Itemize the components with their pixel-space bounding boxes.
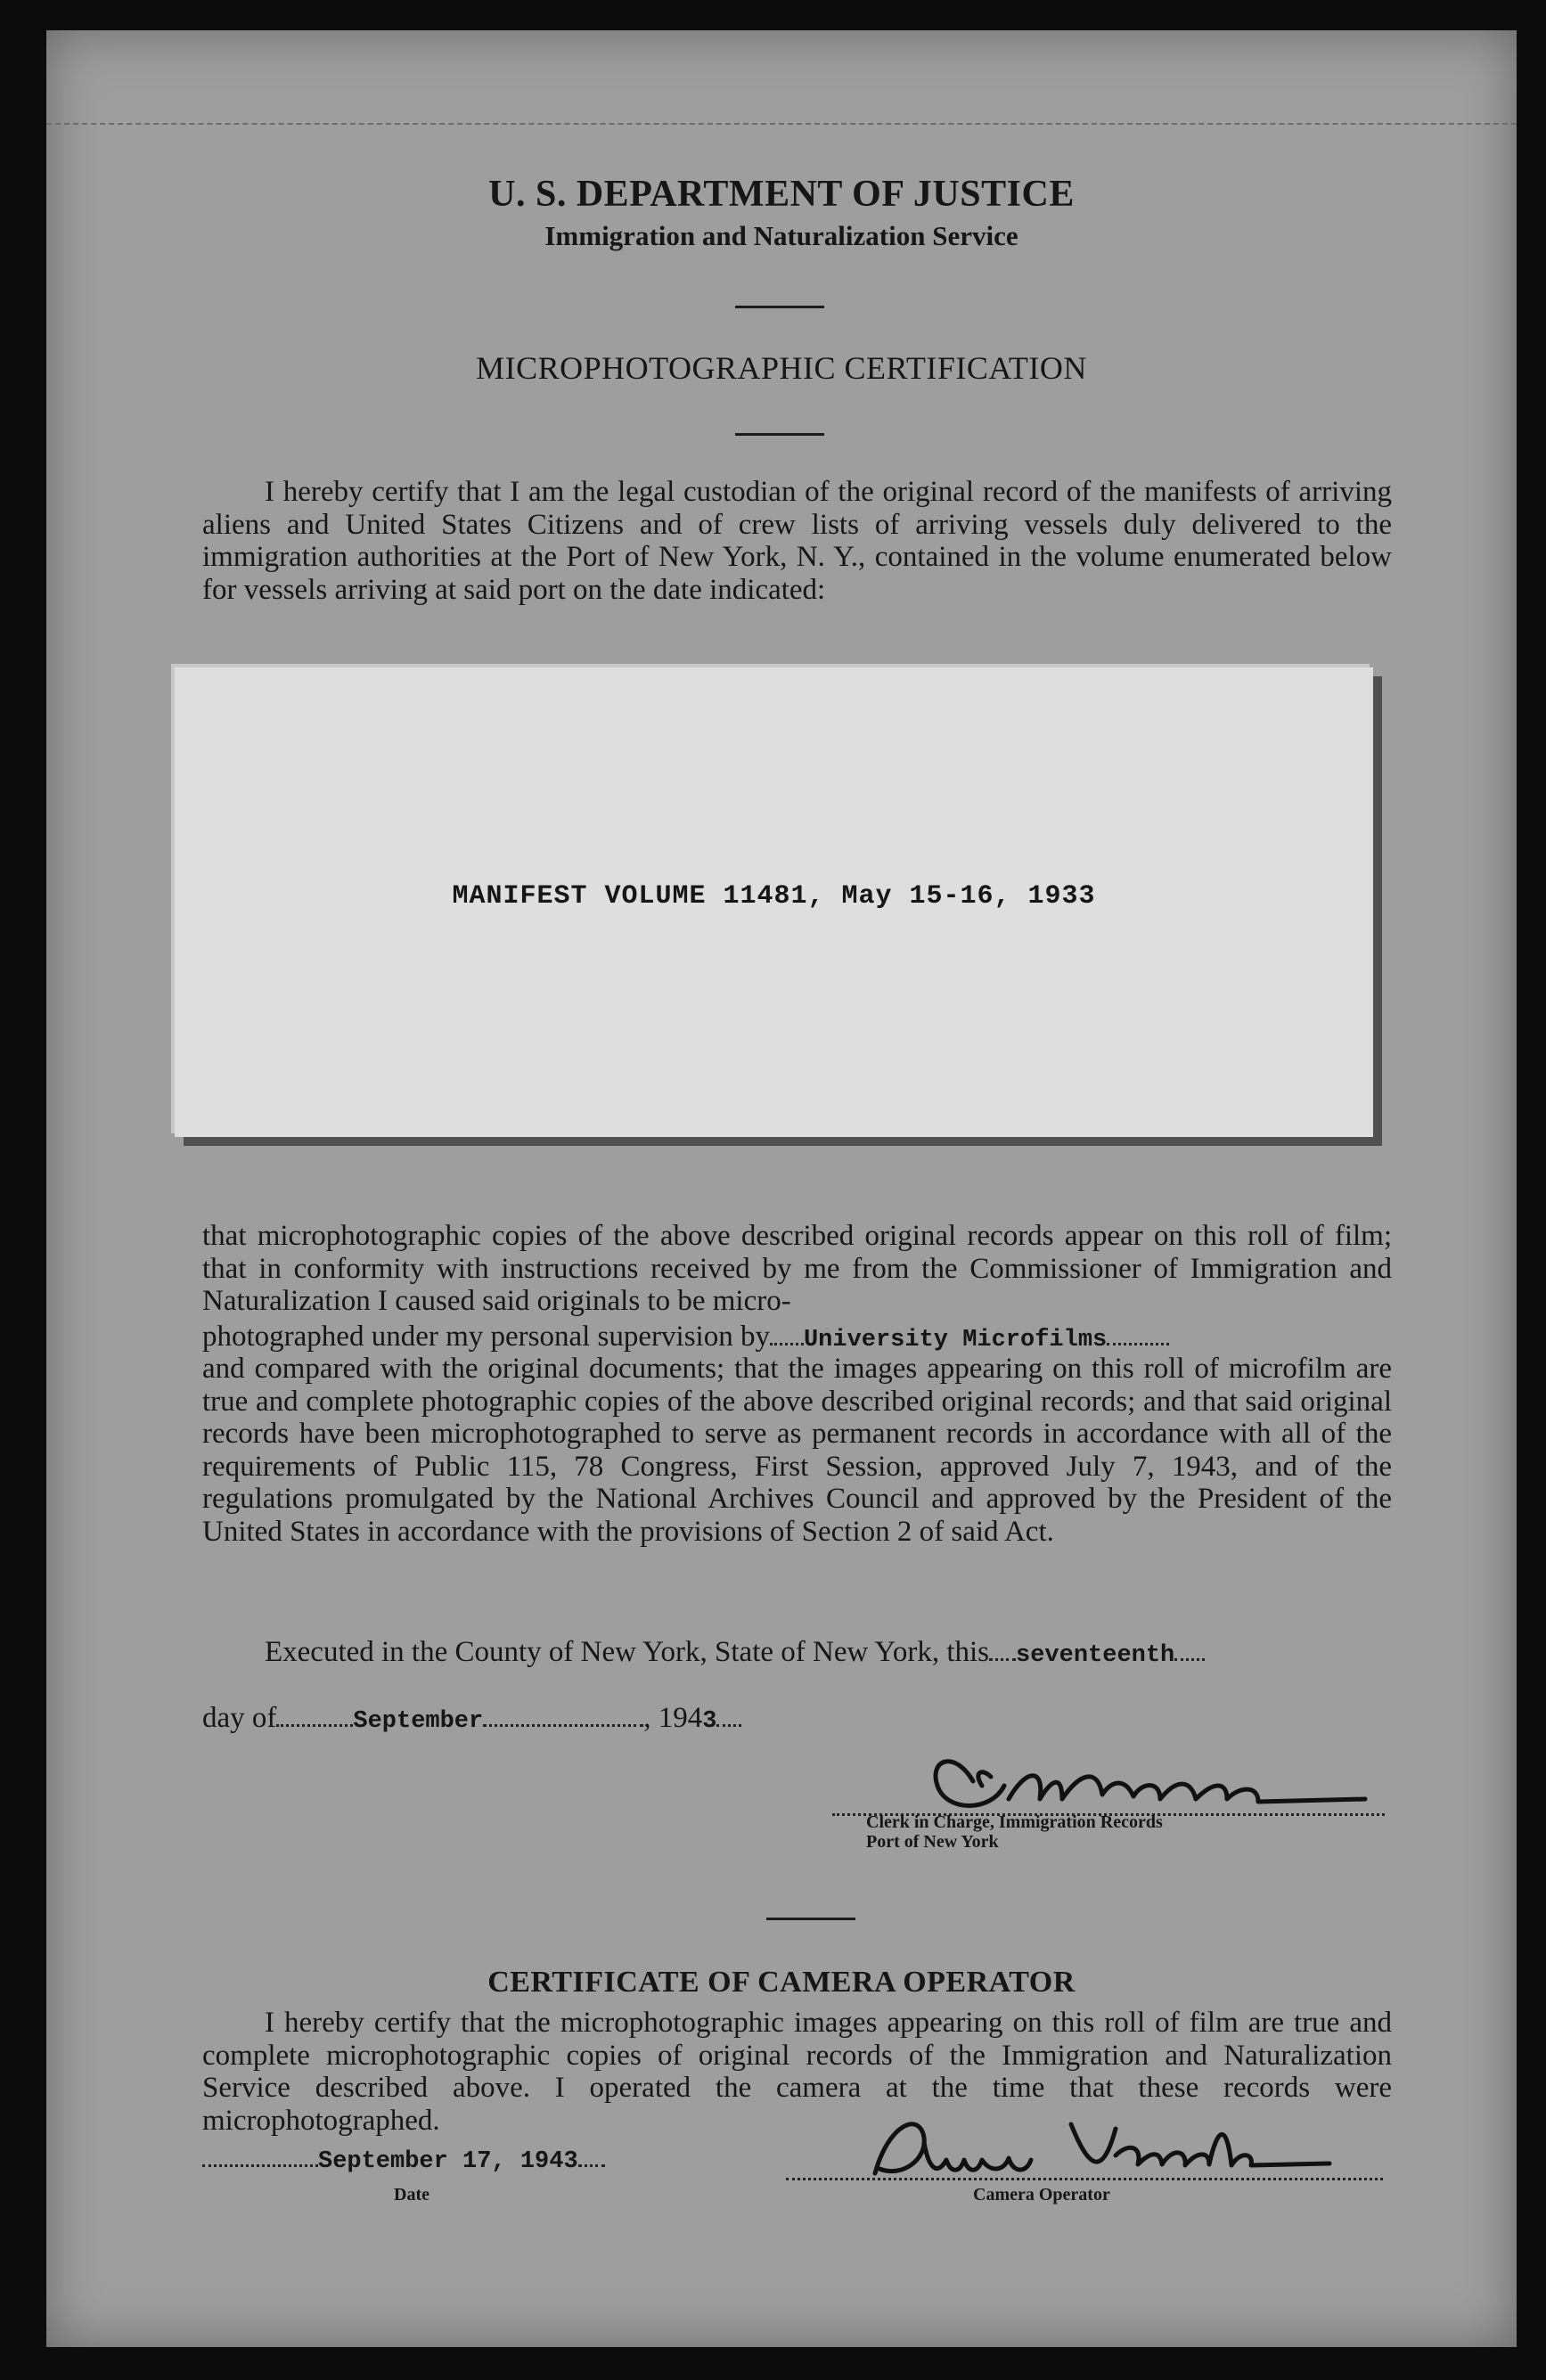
- body-part-1: that microphotographic copies of the above described original records appear on this roll of film; that in conformity with instructions received by me from the Commissioner of Immigration and Naturalization I caused said originals to be micro-: [202, 1220, 1392, 1317]
- divider: [735, 433, 824, 436]
- clerk-title: [866, 1812, 1163, 1852]
- certification-body: [202, 1220, 1392, 1318]
- dotted-fill: [1174, 1640, 1205, 1661]
- date-label: Date: [394, 2185, 429, 2204]
- dotted-fill: [202, 2147, 318, 2167]
- form-title: MICROPHOTOGRAPHIC CERTIFICATION: [476, 350, 1087, 386]
- operator-date-value: September 17, 1943: [318, 2148, 578, 2175]
- supervision-line: [202, 1321, 1169, 1354]
- certificate-sheet: [46, 30, 1517, 2347]
- camera-certificate-text: I hereby certify that the microphotographic images appearing on this roll of film are true and complete microphotographic copies of original records of the Immigration and Naturalization Service described above. I operated the camera at the time that these records were microphotographed.: [202, 2007, 1392, 2137]
- camera-operator-label: Camera Operator: [973, 2185, 1110, 2204]
- execution-prefix: Executed in the County of New York, State of New York, this: [265, 1636, 990, 1668]
- divider: [766, 1918, 855, 1920]
- intro-paragraph: I hereby certify that I am the legal custodian of the original record of the manifests of arriving aliens and United States Citizens and of crew lists of arriving vessels duly delivered to the immigration authorities at the Port of New York, N. Y., contained in the volume enumerated below for vessels arriving at said port on the date indicated:: [202, 476, 1392, 606]
- dotted-fill: [483, 1706, 643, 1727]
- day-of-label: day of: [202, 1702, 277, 1734]
- supervisor-name: University Microfilms: [803, 1327, 1108, 1354]
- volume-card: [175, 667, 1373, 1137]
- execution-day: seventeenth: [1016, 1642, 1175, 1669]
- dotted-fill: [989, 1640, 1016, 1661]
- dotted-fill: [578, 2147, 605, 2167]
- date-line: [202, 1702, 741, 1735]
- dotted-fill: [770, 1325, 804, 1345]
- year-prefix: , 194: [643, 1702, 703, 1734]
- clerk-title-line1: Clerk in Charge, Immigration Records: [866, 1812, 1163, 1832]
- volume-card-text: MANIFEST VOLUME 11481, May 15-16, 1933: [452, 881, 1096, 912]
- clerk-title-line2: Port of New York: [866, 1832, 999, 1852]
- execution-line: [265, 1636, 1205, 1669]
- operator-date-field: [202, 2142, 605, 2175]
- service-subheading: Immigration and Naturalization Service: [544, 220, 1018, 251]
- dotted-fill: [276, 1706, 353, 1727]
- body-part-2: and compared with the original documents; that the images appearing on this roll of microfilm are true and complete photographic copies of the above described original records; and that said original records have been microphotographed to serve as permanent records in accordance with all of the requirements of Public 115, 78 Congress, First Session, approved July 7, 1943, and of the regulations promulgated by the National Archives Council and approved by the President of the United States in accordance with the provisions of Section 2 of said Act.: [202, 1353, 1392, 1548]
- top-dashed-rule: [46, 123, 1517, 125]
- camera-certificate-title: CERTIFICATE OF CAMERA OPERATOR: [487, 1966, 1076, 1999]
- supervision-prefix: photographed under my personal supervision by: [202, 1321, 770, 1353]
- execution-month: September: [353, 1708, 484, 1735]
- department-heading: U. S. DEPARTMENT OF JUSTICE: [488, 174, 1075, 215]
- operator-signature: [848, 2106, 1347, 2191]
- dotted-fill: [1107, 1325, 1169, 1345]
- divider: [735, 306, 824, 308]
- year-digit: 3: [702, 1708, 717, 1735]
- dotted-fill: [716, 1706, 741, 1727]
